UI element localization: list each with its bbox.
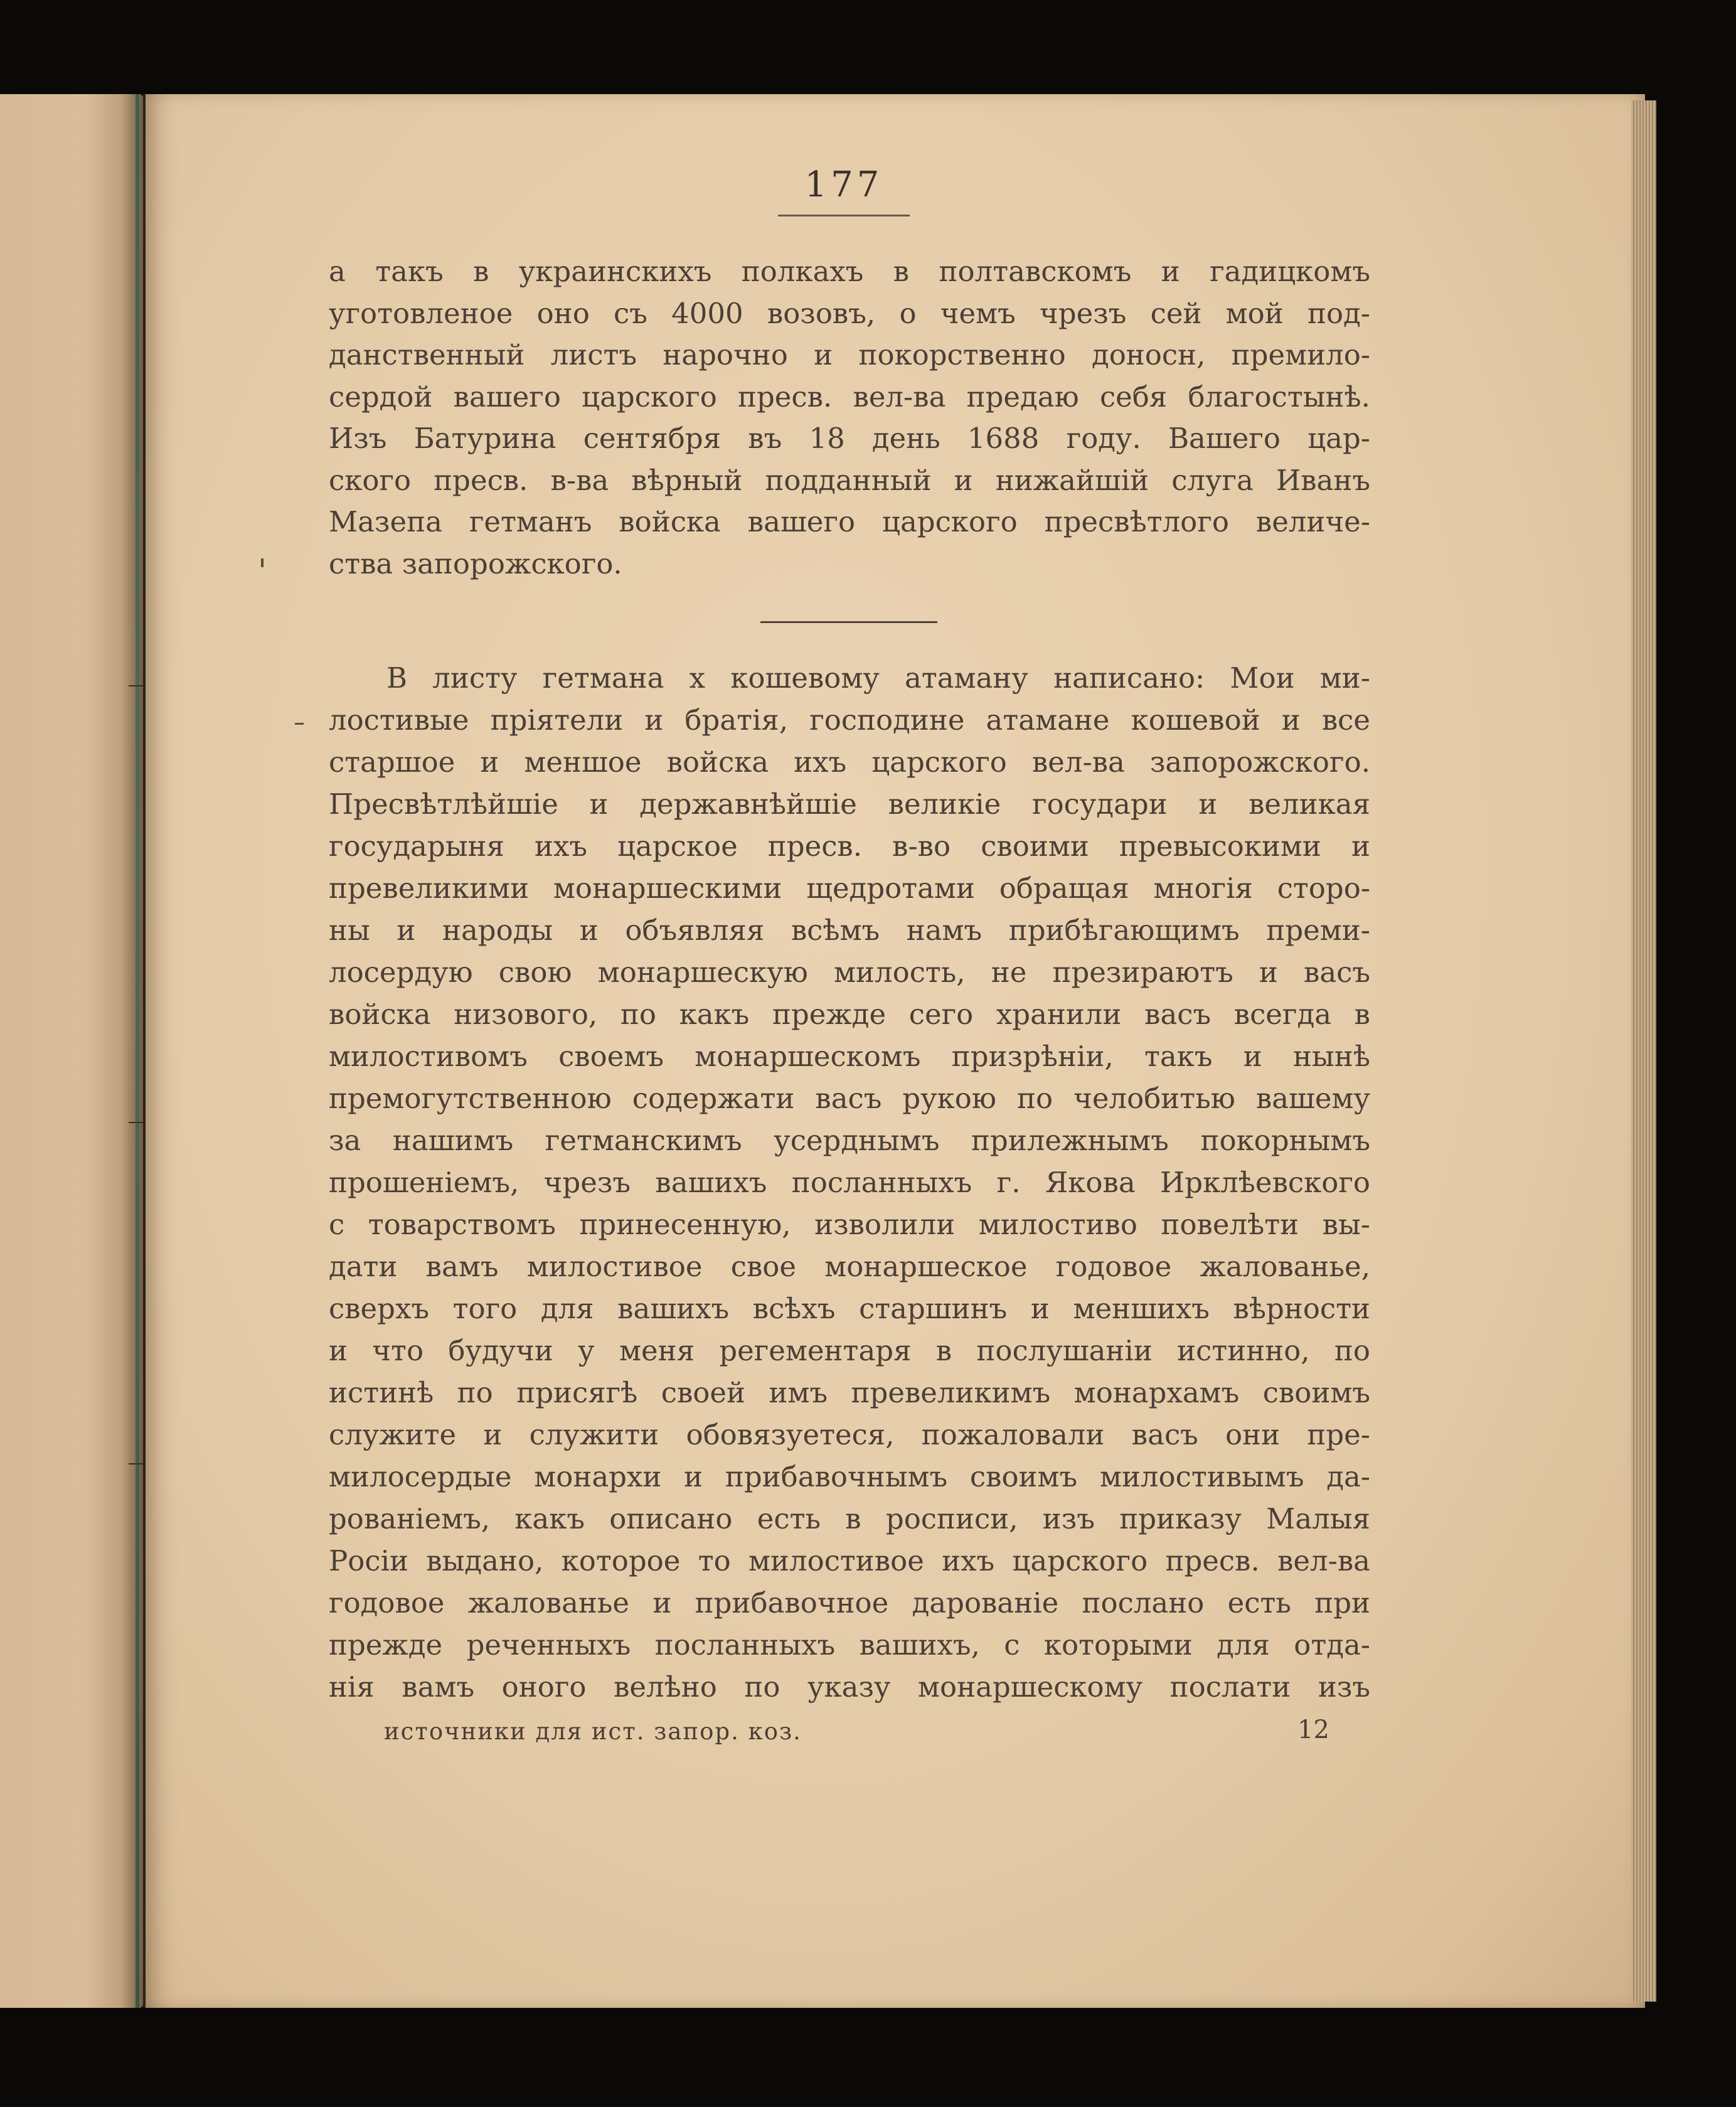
- book-cover-edge: [136, 94, 139, 2008]
- margin-mark: [261, 558, 264, 567]
- text-line: войска низового, по какъ прежде сего хранили васъ всегда в: [329, 998, 1370, 1031]
- text-line: прошеніемъ, чрезъ вашихъ посланныхъ г. Якова Ирклѣевского: [329, 1166, 1370, 1199]
- text-line: рованіемъ, какъ описано есть в росписи, изъ приказу Малыя: [329, 1502, 1370, 1535]
- text-line: с товарствомъ принесенную, изволили милостиво повелѣти вы-: [329, 1208, 1370, 1241]
- text-line: ства запорожского.: [329, 547, 622, 580]
- text-line: годовое жалованье и прибавочное дарованіе послано есть при: [329, 1586, 1370, 1619]
- left-page-mark: [129, 685, 144, 686]
- text-line: Изъ Батурина сентября въ 18 день 1688 году. Вашего цар-: [329, 422, 1370, 455]
- text-line: за нашимъ гетманскимъ усерднымъ прилежнымъ покорнымъ: [329, 1124, 1370, 1157]
- text-line: лосердую свою монаршескую милость, не презираютъ и васъ: [329, 956, 1370, 989]
- left-page-fragment: [0, 94, 143, 2008]
- text-line: уготовленое оно съ 4000 возовъ, о чемъ чрезъ сей мой под-: [329, 296, 1370, 330]
- left-page-mark: [129, 1122, 144, 1123]
- text-line: прежде реченныхъ посланныхъ вашихъ, с которыми для отда-: [329, 1628, 1370, 1662]
- text-line: милостивомъ своемъ монаршескомъ призрѣніи, такъ и нынѣ: [329, 1040, 1370, 1073]
- text-line: дати вамъ милостивое свое монаршеское годовое жалованье,: [329, 1250, 1370, 1283]
- page-stack-edges: [1631, 100, 1656, 2002]
- text-line: истинѣ по присягѣ своей имъ превеликимъ монархамъ своимъ: [329, 1376, 1370, 1409]
- text-line: В листу гетмана х кошевому атаману написано: Мои ми-: [386, 661, 1370, 695]
- text-line: старшое и меншое войска ихъ царского вел-ва запорожского.: [329, 745, 1370, 779]
- text-line: ны и народы и объявляя всѣмъ намъ прибѣгающимъ преми-: [329, 914, 1370, 947]
- text-line: нія вамъ оного велѣно по указу монаршескому послати изъ: [329, 1670, 1370, 1704]
- paragraph-letter-ending: [329, 251, 1370, 585]
- signature-number: 12: [1297, 1715, 1329, 1744]
- page-number: 177: [804, 164, 883, 205]
- text-line: премогутственною содержати васъ рукою по челобитью вашему: [329, 1082, 1370, 1115]
- text-line: Пресвѣтлѣйшіе и державнѣйшіе великіе государи и великая: [329, 787, 1370, 821]
- text-line: и что будучи у меня регементаря в послушаніи истинно, по: [329, 1334, 1370, 1367]
- text-line: Мазепа гетманъ войска вашего царского пресвѣтлого величе-: [329, 505, 1370, 538]
- text-line: милосердые монархи и прибавочнымъ своимъ милостивымъ да-: [329, 1460, 1370, 1493]
- margin-mark: [295, 723, 304, 725]
- text-line: государыня ихъ царское пресв. в-во своими превысокими и: [329, 829, 1370, 863]
- left-page-mark: [129, 1463, 144, 1464]
- text-line: сверхъ того для вашихъ всѣхъ старшинъ и меншихъ вѣрности: [329, 1292, 1370, 1325]
- text-line: превеликими монаршескими щедротами обращая многія сторо-: [329, 872, 1370, 905]
- text-line: а такъ в украинскихъ полкахъ в полтавскомъ и гадицкомъ: [329, 255, 1370, 288]
- text-line: Росіи выдано, которое то милостивое ихъ царского пресв. вел-ва: [329, 1544, 1370, 1577]
- page-number-rule: [778, 215, 910, 216]
- text-line: лостивые пріятели и братія, господине атамане кошевой и все: [329, 703, 1370, 737]
- printer-signature: источники для ист. запор. коз.: [384, 1718, 802, 1745]
- paragraph-letter-to-koshevoy: [329, 657, 1370, 1708]
- text-line: служите и служити обовязуетеся, пожаловали васъ они пре-: [329, 1418, 1370, 1451]
- text-line: данственный листъ нарочно и покорственно доносн, премило-: [329, 338, 1370, 371]
- text-line: сердой вашего царского пресв. вел-ва предаю себя благостынѣ.: [329, 380, 1370, 413]
- text-line: ского пресв. в-ва вѣрный подданный и нижайшій слуга Иванъ: [329, 463, 1370, 497]
- section-divider: [760, 621, 937, 623]
